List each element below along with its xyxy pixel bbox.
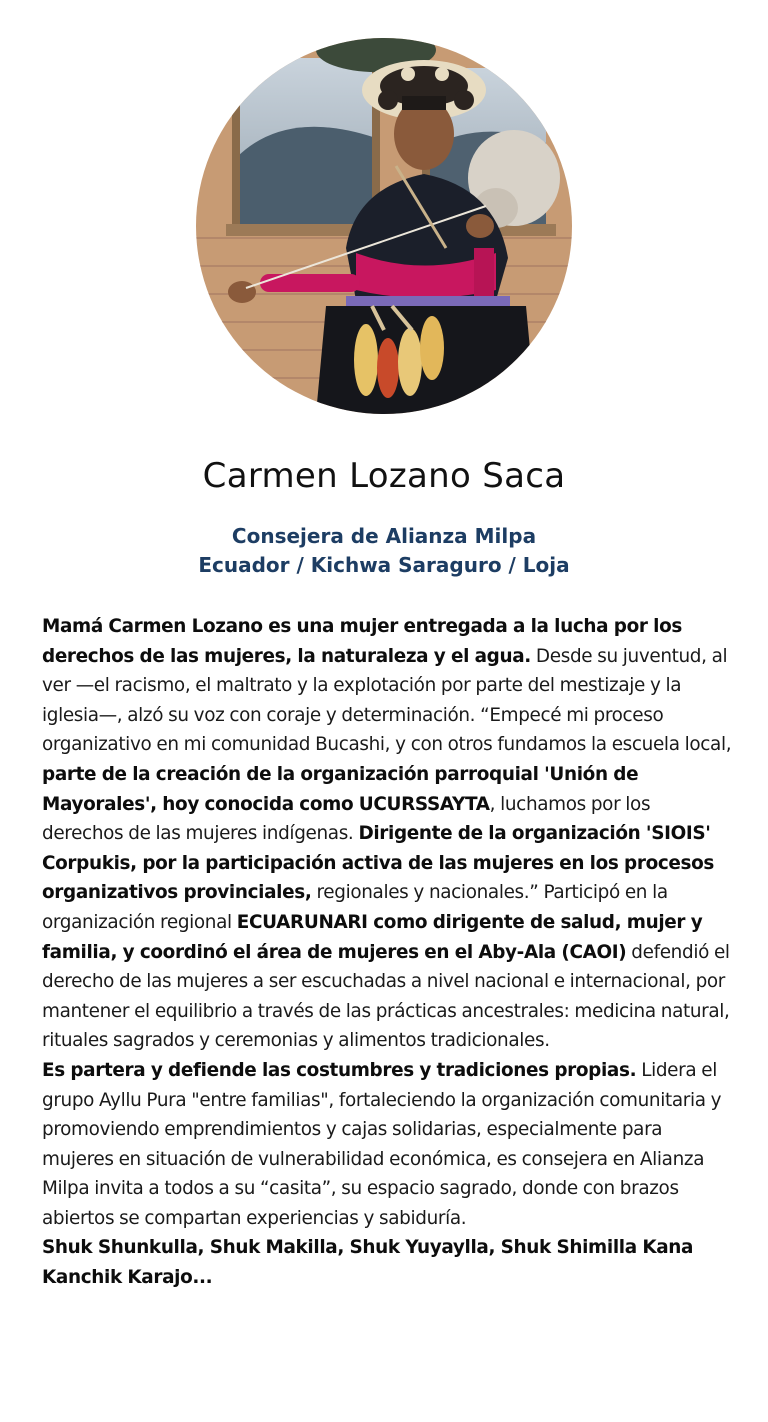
bio-paragraph-2 [42,1056,732,1234]
bio-text: defendió el derecho de las mujeres a ser escuchadas a nivel nacional e internacional, por mantener el equilibrio a través de las prácticas ancestrales: medicina natural, rituales sagrados y ceremonias y alimentos tradicionales. [42,941,730,1052]
bio-text: ECUARUNARI como dirigente de salud, mujer y familia, y coordinó el área de mujeres en el Aby-Ala (CAOI) [42,911,703,963]
profile-role: Consejera de Alianza Milpa [231,524,537,548]
profile-name: Carmen Lozano Saca [202,456,566,496]
bio-text: Lidera el grupo Ayllu Pura "entre familias", fortaleciendo la organización comunitaria y promoviendo emprendimientos y cajas solidarias, especialmente para mujeres en situación de vulnerabilidad económica, es consejera en Alianza Milpa invita a todos a su “casita”, su espacio sagrado, donde con brazos abiertos se compartan experiencias y sabiduría. [42,1059,722,1229]
profile-subtitle [0,522,768,580]
bio-text: Mamá Carmen Lozano es una mujer entregada a la lucha por los derechos de las mujeres, la naturaleza y el agua. [42,616,682,667]
bio-paragraph-1 [42,612,732,1056]
biography [42,612,732,1293]
portrait-photo [196,38,572,414]
bio-text: regionales y nacionales.” Participó en la organización regional [42,882,668,933]
bio-closing-text: Shuk Shunkulla, Shuk Makilla, Shuk Yuyaylla, Shuk Shimilla Kana Kanchik Karajo... [42,1237,694,1289]
profile-location: Ecuador / Kichwa Saraguro / Loja [198,553,570,577]
bio-text: , luchamos por los derechos de las mujeres indígenas. [42,793,651,845]
bio-text: Dirigente de la organización 'SIOIS' Corpukis, por la participación activa de las mujeres en los procesos organizativos provinciales, [42,823,715,904]
bio-text: parte de la creación de la organización parroquial 'Unión de Mayorales', hoy conocida como UCURSSAYTA [42,763,639,815]
bio-closing [42,1233,732,1292]
bio-text: Desde su juventud, al ver —el racismo, el maltrato y la explotación por parte del mestizaje y la iglesia—, alzó su voz con coraje y determinación. “Empecé mi proceso organizativo en mi comunidad Bucashi, y con otros fundamos la escuela local, [42,645,732,756]
bio-text: Es partera y defiende las costumbres y tradiciones propias. [42,1059,637,1081]
